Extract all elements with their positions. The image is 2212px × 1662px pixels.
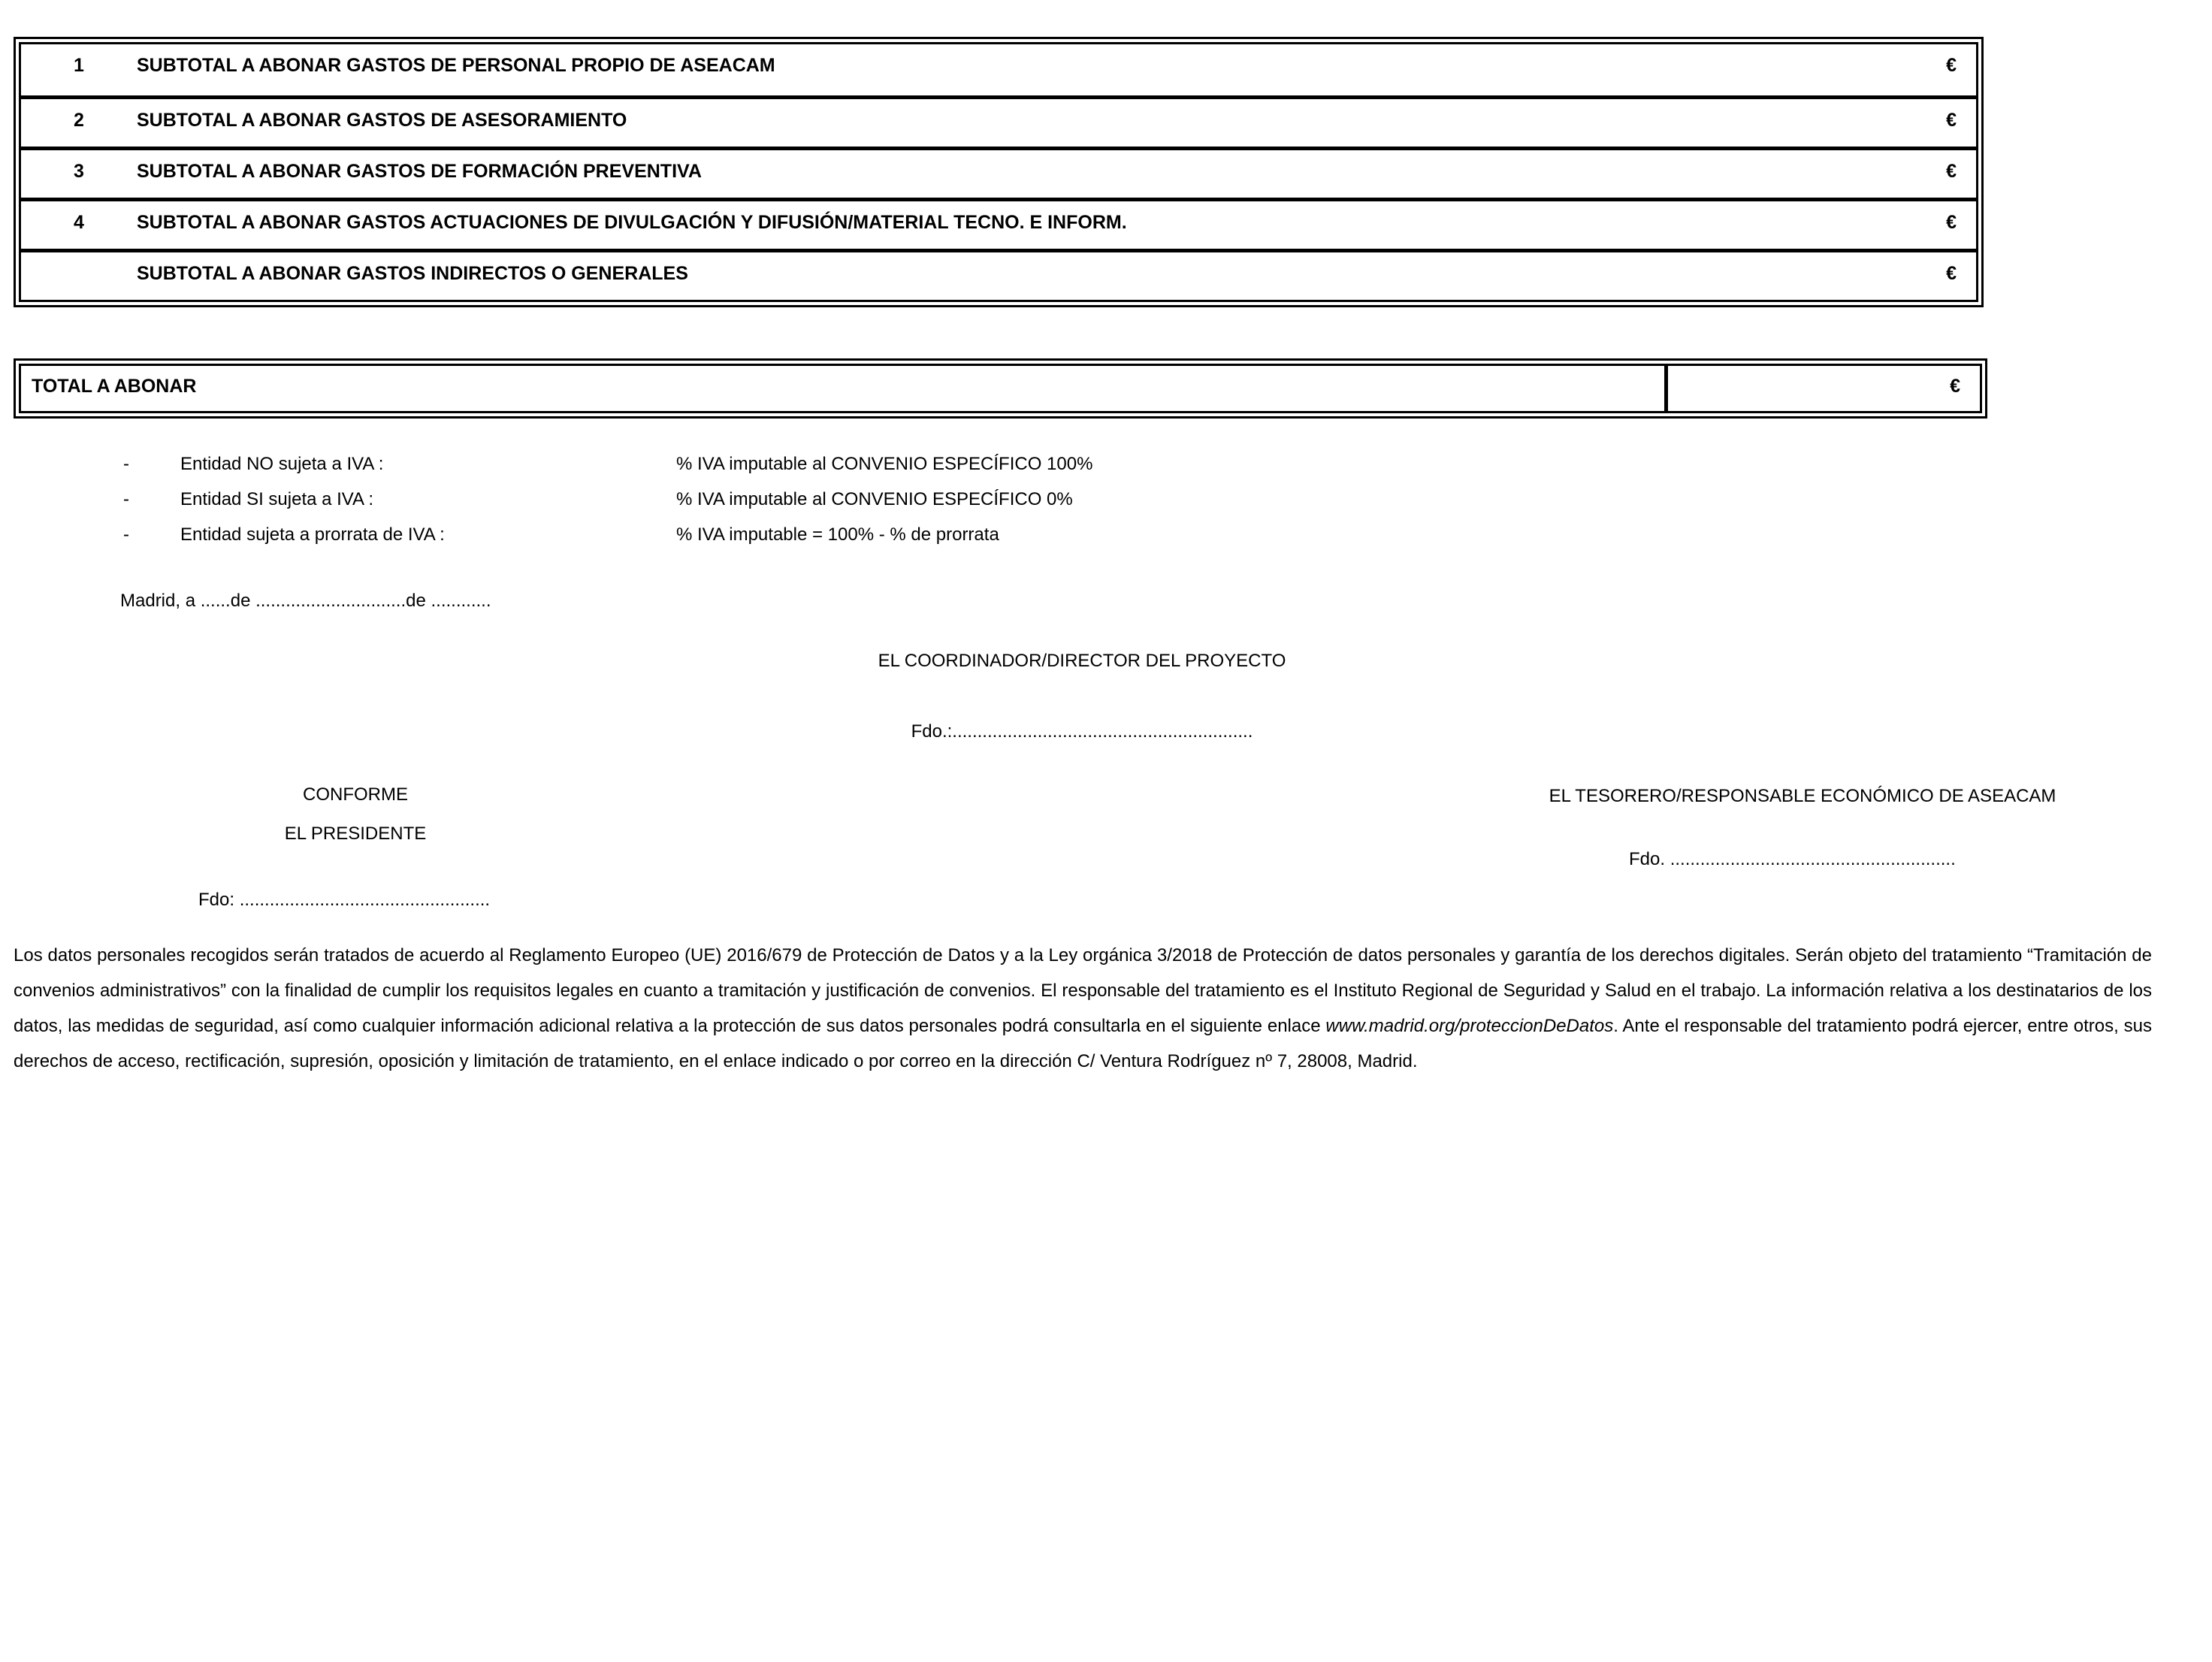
- president-signature-line: Fdo: ..................................................: [198, 890, 491, 910]
- table-row: [21, 44, 1976, 95]
- iva-note-value: % IVA imputable al CONVENIO ESPECÍFICO 0%: [676, 489, 1073, 509]
- iva-note-label: Entidad SI sujeta a IVA :: [180, 489, 374, 509]
- total-label: TOTAL A ABONAR: [32, 376, 197, 397]
- privacy-url: www.madrid.org/proteccionDeDatos: [1325, 1016, 1614, 1036]
- table-row: [21, 249, 1976, 300]
- row-label: SUBTOTAL A ABONAR GASTOS DE FORMACIÓN PREVENTIVA: [137, 161, 702, 182]
- table-row: [21, 147, 1976, 198]
- bullet-dash: -: [123, 489, 129, 509]
- privacy-paragraph: [14, 938, 2152, 1079]
- row-currency: €: [1946, 55, 1957, 76]
- row-number: 4: [74, 212, 84, 233]
- table-row: [21, 95, 1976, 147]
- row-number: 1: [74, 55, 84, 76]
- row-currency: €: [1946, 161, 1957, 182]
- row-currency: €: [1946, 263, 1957, 284]
- total-currency: €: [1664, 366, 1980, 411]
- bullet-dash: -: [123, 454, 129, 474]
- date-line: Madrid, a ......de ..............................de ............: [120, 591, 491, 611]
- row-label: SUBTOTAL A ABONAR GASTOS DE PERSONAL PROPIO DE ASEACAM: [137, 55, 775, 76]
- treasurer-signature-line: Fdo. .........................................................: [1629, 849, 1956, 869]
- row-label: SUBTOTAL A ABONAR GASTOS INDIRECTOS O GENERALES: [137, 263, 688, 284]
- row-label: SUBTOTAL A ABONAR GASTOS DE ASESORAMIENTO: [137, 110, 627, 131]
- coordinator-title: EL COORDINADOR/DIRECTOR DEL PROYECTO: [878, 651, 1286, 671]
- row-number: 2: [74, 110, 84, 131]
- iva-note-value: % IVA imputable al CONVENIO ESPECÍFICO 100%: [676, 454, 1093, 474]
- iva-note-line: [0, 524, 2212, 560]
- iva-note-line: [0, 489, 2212, 524]
- treasurer-title: EL TESORERO/RESPONSABLE ECONÓMICO DE ASEACAM: [1549, 786, 2056, 806]
- president-block: [149, 784, 562, 845]
- iva-note-label: Entidad sujeta a prorrata de IVA :: [180, 524, 445, 545]
- coordinator-signature-line: Fdo.:............................................................: [911, 721, 1253, 742]
- president-title: EL PRESIDENTE: [284, 823, 427, 844]
- privacy-text-1: Los datos personales recogidos serán tratados de acuerdo al Reglamento Europeo (UE) 2016/679 de Protección de Datos y a la Ley orgánica 3/2018 de Protección de datos personales y garantía de los derechos digitales. Serán objeto del tratamiento “Tramitación de convenios administrativos” con la finalidad de cumplir los requisitos legales en cuanto a tramitación y justificación de convenios. El responsable del tratamiento es el Instituto Regional de Seguridad y Salud en el trabajo. La información relativa a los destinatarios de los datos, las medidas de seguridad, así como cualquier información adicional relativa a la protección de sus datos personales podrá consultarla en el siguiente enlace: [14, 945, 2152, 1036]
- table-row: [21, 198, 1976, 249]
- iva-note-line: [0, 454, 2212, 489]
- row-label: SUBTOTAL A ABONAR GASTOS ACTUACIONES DE DIVULGACIÓN Y DIFUSIÓN/MATERIAL TECNO. E INFORM.: [137, 212, 1127, 233]
- bullet-dash: -: [123, 524, 129, 545]
- conforme-label: CONFORME: [303, 784, 408, 805]
- iva-note-label: Entidad NO sujeta a IVA :: [180, 454, 384, 474]
- row-currency: €: [1946, 212, 1957, 233]
- row-currency: €: [1946, 110, 1957, 131]
- row-number: 3: [74, 161, 84, 182]
- total-table: [14, 358, 1987, 419]
- iva-notes: [0, 454, 2212, 560]
- subtotals-table: [14, 37, 1984, 307]
- privacy-text-2: . Ante el responsable del tratamiento podrá ejercer, entre otros, sus derechos de acceso, rectificación, supresión, oposición y limitación de tratamiento, en el enlace indicado o por correo en la dirección C/ Ventura Rodríguez nº 7, 28008, Madrid.: [14, 1016, 2152, 1071]
- iva-note-value: % IVA imputable = 100% - % de prorrata: [676, 524, 999, 545]
